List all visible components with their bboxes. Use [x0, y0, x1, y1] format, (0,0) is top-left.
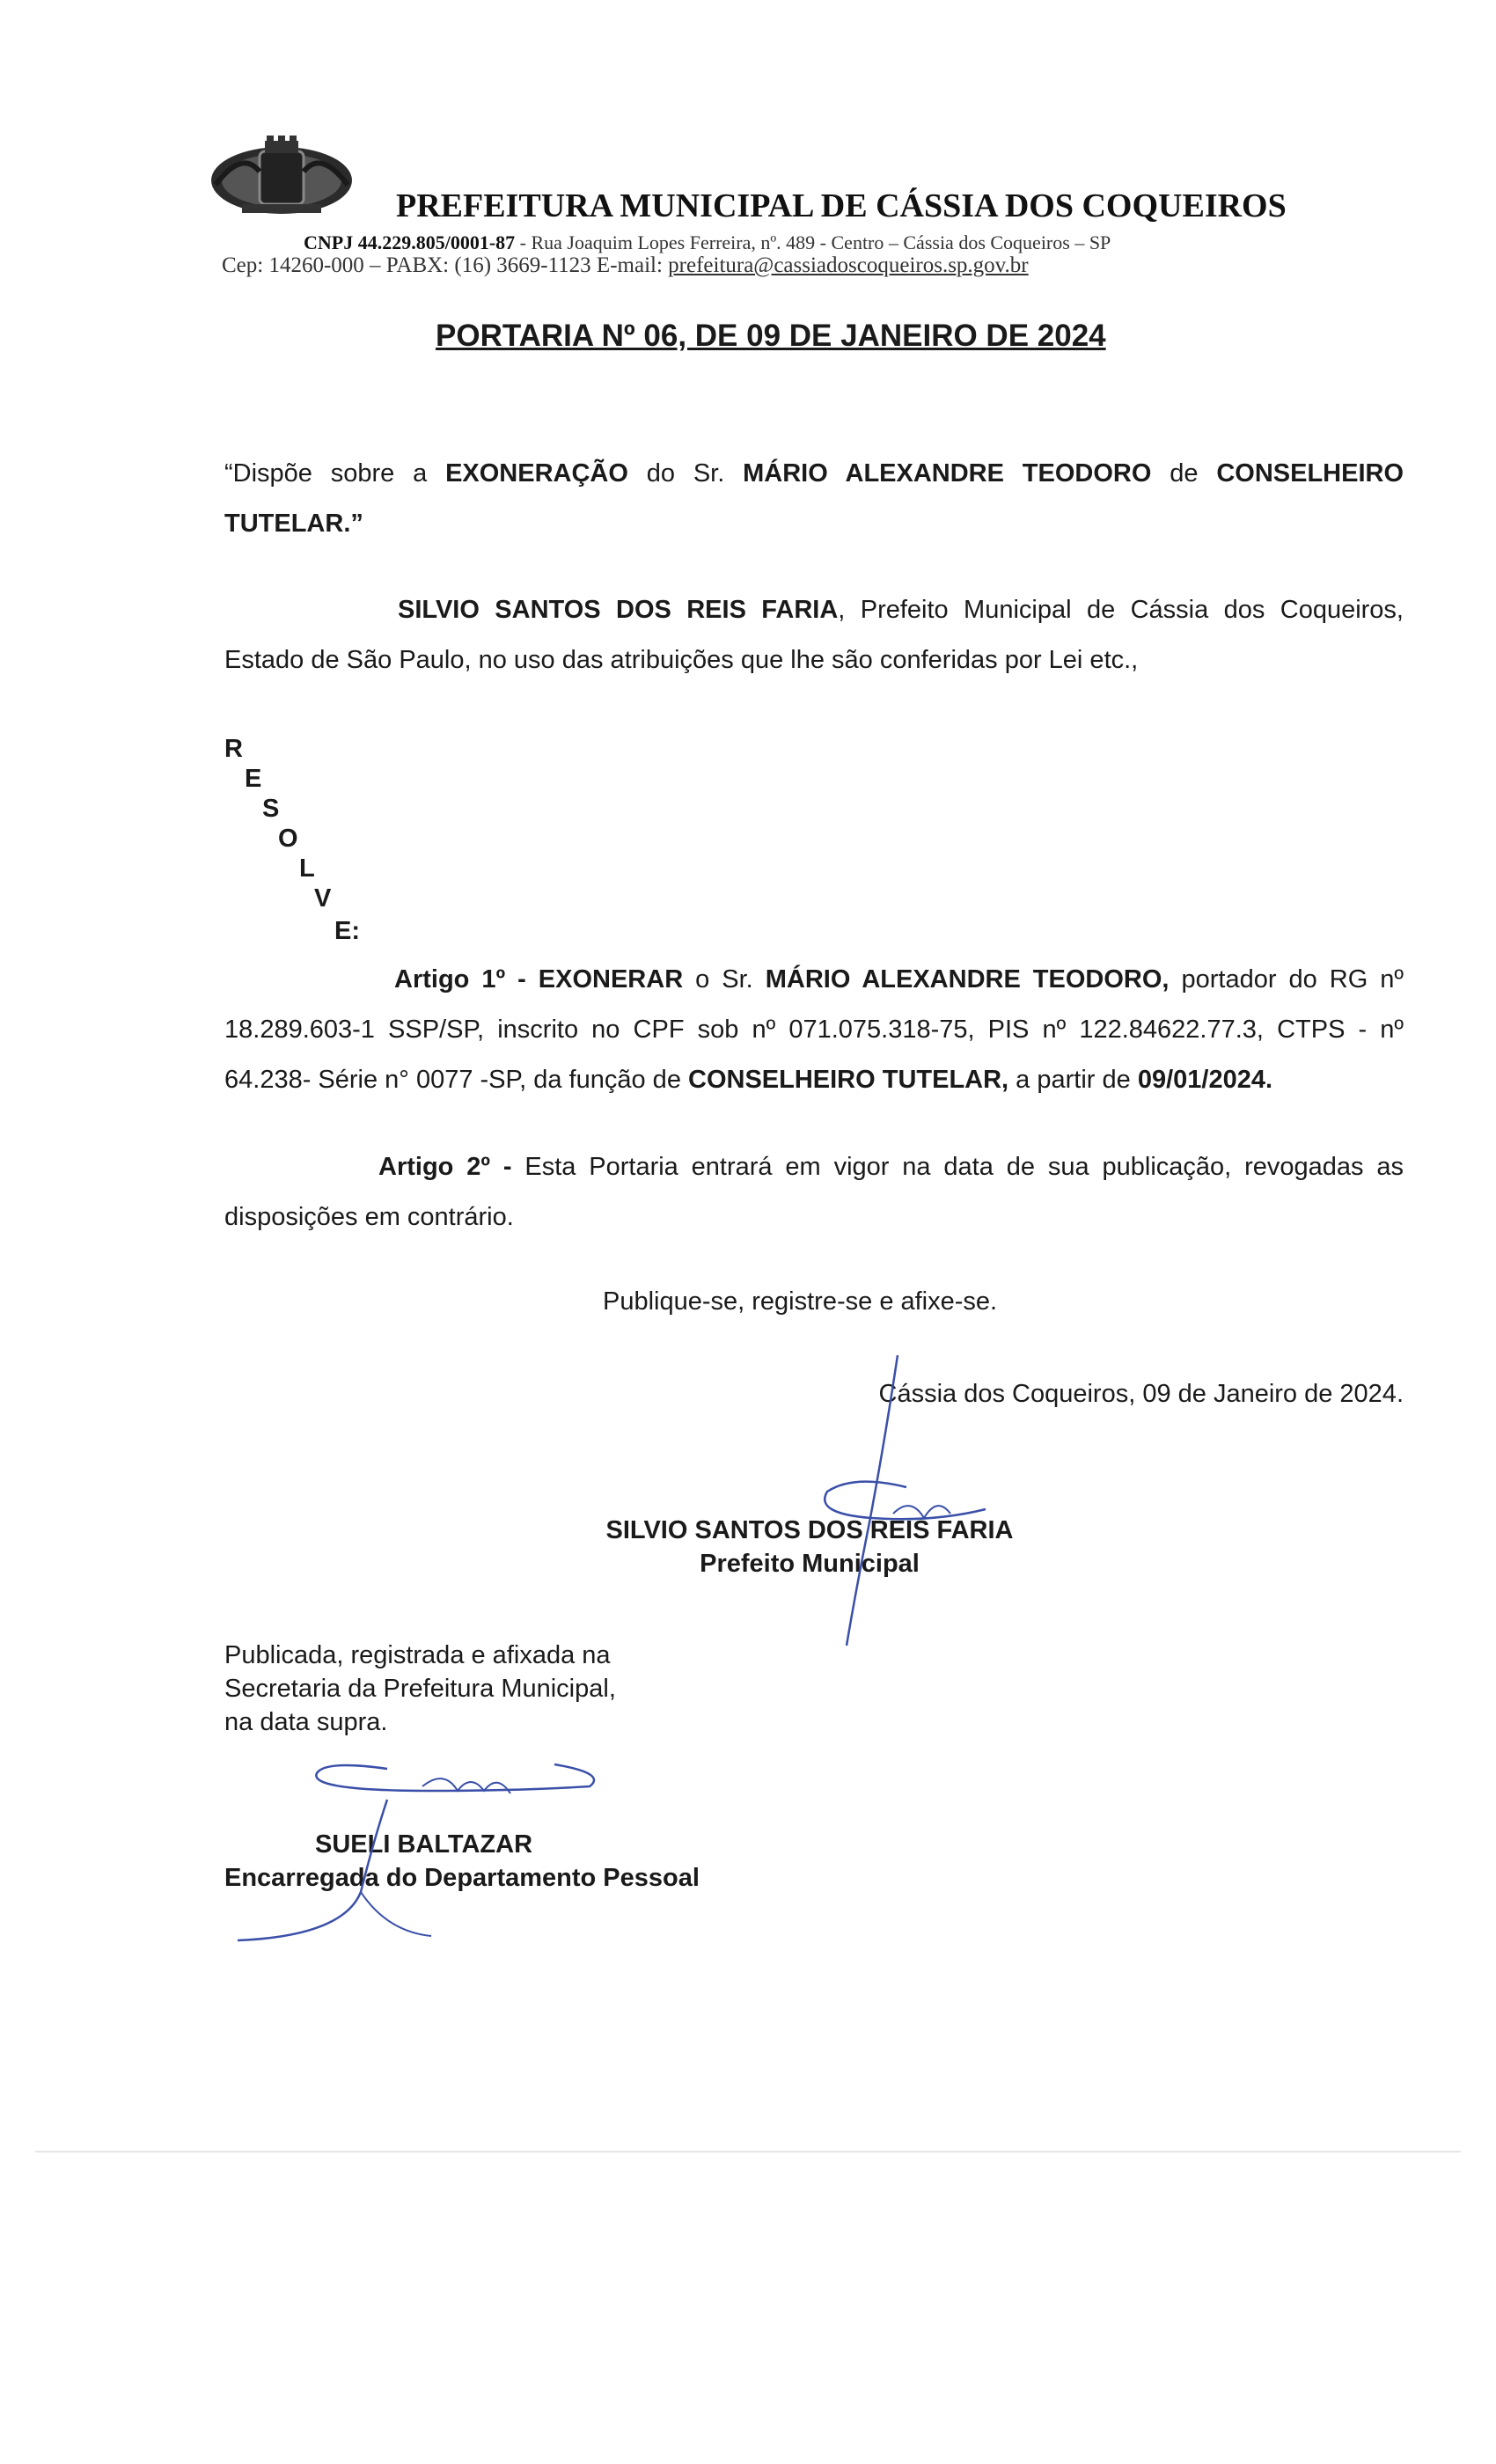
ementa-middle: do Sr.: [627, 459, 744, 488]
publique-line: Publique-se, registre-se e afixe-se.: [603, 1287, 998, 1316]
article-1-verb: EXONERAR: [538, 965, 684, 994]
article-1: [224, 955, 1404, 1105]
hr-name: SUELI BALTAZAR: [315, 1830, 533, 1859]
article-1-label: Artigo 1º -: [394, 965, 539, 994]
publication-line: Secretaria da Prefeitura Municipal,: [224, 1675, 616, 1703]
publication-note: [224, 1639, 752, 1739]
ementa-paragraph: [224, 449, 1404, 549]
ementa-name: MÁRIO ALEXANDRE TEODORO: [743, 459, 1152, 488]
resolve-letter: L: [299, 854, 315, 883]
publication-line: na data supra.: [224, 1708, 388, 1736]
article-1-text: o Sr.: [683, 965, 766, 994]
hr-signature-block: [224, 1828, 840, 1895]
preamble-text: , Prefeito Municipal de Cássia dos Coqueiros, Estado de São Paulo, no uso das atribuições que lhe são conferidas por Lei etc.,: [224, 596, 1404, 674]
header-cnpj-address: [304, 231, 1111, 254]
municipal-crest-logo: [207, 132, 356, 220]
resolve-letter: R: [224, 735, 243, 763]
resolve-letter: V: [314, 884, 332, 913]
cnpj-label: CNPJ 44.229.805/0001-87: [304, 231, 516, 253]
article-2-label: Artigo 2º -: [378, 1153, 525, 1181]
mayor-title: Prefeito Municipal: [700, 1550, 920, 1578]
mayor-signature-block: [546, 1514, 1074, 1580]
email-link[interactable]: prefeitura@cassiadoscoqueiros.sp.gov.br: [668, 253, 1029, 277]
article-2-text: Esta Portaria entrará em vigor na data de sua publicação, revogadas as disposições em contrário.: [224, 1153, 1404, 1231]
resolve-letter: S: [262, 795, 280, 823]
article-1-text: portador do RG nº 18.289.603-1 SSP/SP, inscrito no CPF sob nº 071.075.318-75, PIS nº 122.84622.77.3, CTPS - nº 64.238- Série n° 0077 -SP, da função de: [224, 965, 1404, 1094]
mayor-name: SILVIO SANTOS DOS REIS FARIA: [605, 1516, 1014, 1544]
place-date: Cássia dos Coqueiros, 09 de Janeiro de 2024.: [878, 1380, 1404, 1408]
scan-line: [35, 2151, 1461, 2152]
preamble-paragraph: [224, 585, 1404, 686]
resolve-letter: E:: [334, 917, 360, 945]
article-1-text: a partir de: [1008, 1066, 1138, 1094]
article-1-date: 09/01/2024.: [1137, 1066, 1273, 1094]
article-2: [224, 1142, 1404, 1243]
ementa-role: CONSELHEIRO TUTELAR.”: [224, 459, 1404, 538]
resolve-letter: E: [245, 765, 262, 793]
ementa-prefix: “Dispõe sobre a: [224, 459, 446, 488]
municipality-title: PREFEITURA MUNICIPAL DE CÁSSIA DOS COQUEIROS: [396, 187, 1287, 224]
address-text: - Rua Joaquim Lopes Ferreira, nº. 489 - Centro – Cássia dos Coqueiros – SP: [515, 231, 1111, 253]
article-1-role: CONSELHEIRO TUTELAR,: [688, 1066, 1009, 1094]
contact-text: Cep: 14260-000 – PABX: (16) 3669-1123 E-mail:: [222, 253, 669, 277]
publication-line: Publicada, registrada e afixada na: [224, 1641, 611, 1669]
preamble-name: SILVIO SANTOS DOS REIS FARIA: [398, 596, 839, 624]
ementa-action: EXONERAÇÃO: [445, 459, 628, 488]
header-contact: [222, 253, 1029, 278]
resolve-letter: O: [278, 825, 298, 853]
article-1-name: MÁRIO ALEXANDRE TEODORO,: [765, 965, 1170, 994]
hr-title: Encarregada do Departamento Pessoal: [224, 1864, 700, 1892]
document-title: PORTARIA Nº 06, DE 09 DE JANEIRO DE 2024: [436, 319, 1106, 353]
ementa-de: de: [1151, 459, 1217, 488]
